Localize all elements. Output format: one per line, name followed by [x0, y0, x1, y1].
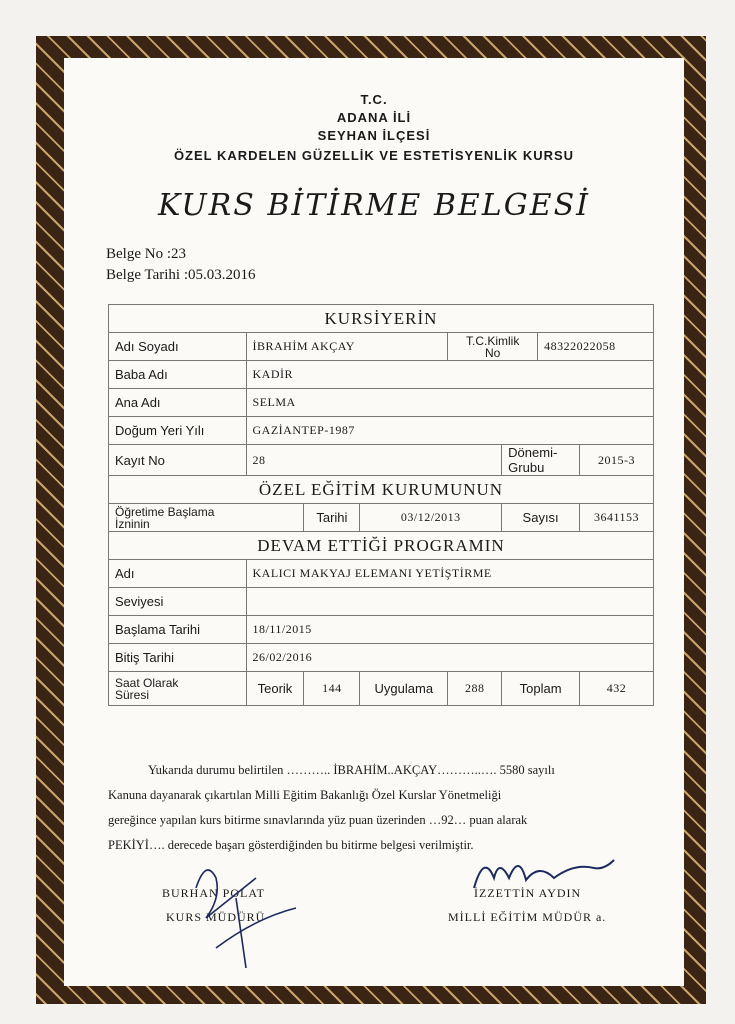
- field-value-start-date: 18/11/2015: [246, 616, 653, 644]
- right-signature-scribble: [464, 848, 624, 898]
- right-signatory-title: MİLLİ EĞİTİM MÜDÜR a.: [448, 910, 607, 924]
- left-signatory-name: BURHAN POLAT: [162, 886, 266, 900]
- certificate-paper: [64, 58, 684, 986]
- table-row: [109, 417, 654, 445]
- statement-line: gereğince yapılan kurs bitirme sınavlarında yüz puan üzerinden …92… puan alarak: [108, 813, 528, 827]
- field-label-total: Toplam: [502, 672, 580, 706]
- field-label-end-date: Bitiş Tarihi: [109, 644, 247, 672]
- statement-line: Kanuna dayanarak çıkartılan Milli Eğitim Bakanlığı Özel Kurslar Yönetmeliği: [108, 788, 502, 802]
- table-row: [109, 333, 654, 361]
- table-row: [109, 504, 654, 532]
- table-row: [109, 305, 654, 333]
- field-value-term: 2015-3: [580, 445, 654, 476]
- field-label-registration: Kayıt No: [109, 445, 247, 476]
- tc-label-line2: No: [485, 345, 501, 360]
- table-row: [109, 588, 654, 616]
- section-title-student: KURSİYERİN: [109, 305, 654, 333]
- field-label-permit-number: Sayısı: [502, 504, 580, 532]
- header-district: SEYHAN İLÇESİ: [317, 128, 431, 143]
- table-row: [109, 672, 654, 706]
- field-value-birth: GAZİANTEP-1987: [246, 417, 653, 445]
- section-title-institution: ÖZEL EĞİTİM KURUMUNUN: [109, 476, 654, 504]
- field-value-total: 432: [580, 672, 654, 706]
- table-row: [109, 616, 654, 644]
- header-institution: ÖZEL KARDELEN GÜZELLİK VE ESTETİSYENLİK KURSU: [173, 148, 575, 163]
- permit-label-line2: İzninin: [115, 516, 150, 531]
- field-label-term: Dönemi-Grubu: [502, 445, 580, 476]
- field-label-birth: Doğum Yeri Yılı: [109, 417, 247, 445]
- table-row: [109, 476, 654, 504]
- header-tc: T.C.: [360, 92, 388, 107]
- header-province: ADANA İLİ: [336, 110, 412, 125]
- section-title-program: DEVAM ETTİĞİ PROGRAMIN: [109, 532, 654, 560]
- table-row: [109, 644, 654, 672]
- field-value-theory: 144: [304, 672, 360, 706]
- table-row: [109, 389, 654, 417]
- field-label-permit: [109, 504, 304, 532]
- field-value-level: [246, 588, 653, 616]
- table-row: [109, 560, 654, 588]
- field-value-name: İBRAHİM AKÇAY: [246, 333, 448, 361]
- certificate-statement: [108, 758, 656, 858]
- field-value-tc: 48322022058: [538, 333, 654, 361]
- field-value-practice: 288: [448, 672, 502, 706]
- left-signatory-title: KURS MÜDÜRÜ: [166, 910, 266, 924]
- field-label-father: Baba Adı: [109, 361, 247, 389]
- field-label-duration: [109, 672, 247, 706]
- tc-label-line1: T.C.Kimlik: [466, 333, 520, 348]
- field-label-name: Adı Soyadı: [109, 333, 247, 361]
- field-value-permit-number: 3641153: [580, 504, 654, 532]
- field-label-program-name: Adı: [109, 560, 247, 588]
- field-label-level: Seviyesi: [109, 588, 247, 616]
- right-signatory-name: İZZETTİN AYDIN: [474, 886, 582, 900]
- table-row: [109, 361, 654, 389]
- field-value-end-date: 26/02/2016: [246, 644, 653, 672]
- permit-label-line1: Öğretime Başlama: [115, 504, 215, 519]
- table-row: [109, 532, 654, 560]
- field-value-mother: SELMA: [246, 389, 653, 417]
- field-value-program-name: KALICI MAKYAJ ELEMANI YETİŞTİRME: [246, 560, 653, 588]
- field-label-theory: Teorik: [246, 672, 304, 706]
- left-signature-scribble: [176, 848, 306, 978]
- certificate-title: KURS BİTİRME BELGESİ: [158, 188, 590, 223]
- field-value-registration: 28: [246, 445, 502, 476]
- field-label-permit-date: Tarihi: [304, 504, 360, 532]
- duration-label-line2: Süresi: [115, 687, 150, 702]
- document-number: Belge No :23: [106, 246, 186, 262]
- document-date: Belge Tarihi :05.03.2016: [106, 267, 256, 283]
- field-value-father: KADİR: [246, 361, 653, 389]
- field-label-mother: Ana Adı: [109, 389, 247, 417]
- field-label-practice: Uygulama: [360, 672, 448, 706]
- statement-line: Yukarıda durumu belirtilen ……….. İBRAHİM..AKÇAY………..…. 5580 sayılı: [148, 763, 555, 777]
- field-label-start-date: Başlama Tarihi: [109, 616, 247, 644]
- student-info-table: [108, 304, 654, 706]
- duration-label-line1: Saat Olarak: [115, 675, 179, 690]
- table-row: [109, 445, 654, 476]
- statement-line: PEKİYİ…. derecede başarı gösterdiğinden bu bitirme belgesi verilmiştir.: [108, 838, 474, 852]
- field-value-permit-date: 03/12/2013: [360, 504, 502, 532]
- field-label-tc: [448, 333, 538, 361]
